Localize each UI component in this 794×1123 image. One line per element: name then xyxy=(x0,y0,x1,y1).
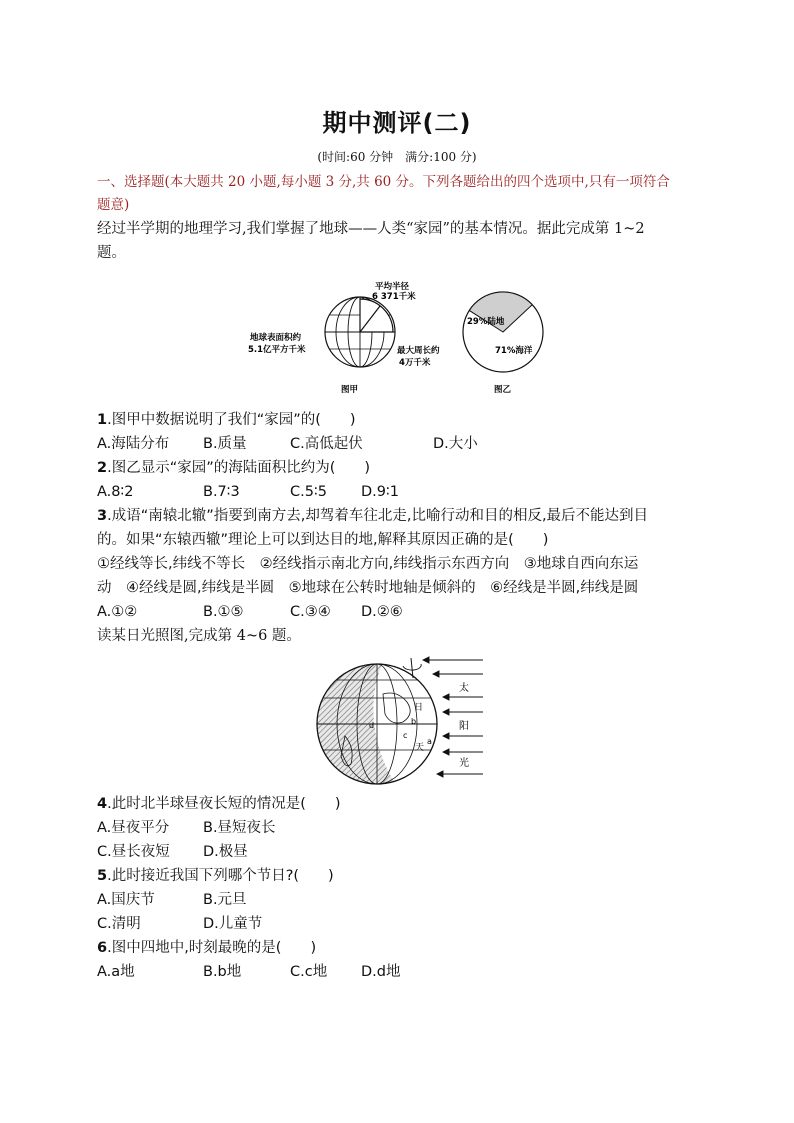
point-b-label: b xyxy=(411,717,417,726)
question-1-options xyxy=(97,432,707,456)
question-text: .此时接近我国下列哪个节日?( ) xyxy=(107,868,334,884)
question-group-1-3 xyxy=(97,408,707,624)
sunlight-label-yang: 阳 xyxy=(459,721,469,732)
question-number: 1 xyxy=(97,412,108,428)
question-2-stem xyxy=(97,456,707,480)
intro-line: 经过半学期的地理学习,我们掌握了地球——人类“家园”的基本情况。据此完成第 1~2 xyxy=(97,221,645,237)
intro-q1-2 xyxy=(97,217,697,265)
option-c: C.高低起伏 xyxy=(290,436,363,452)
option-d: D.极昼 xyxy=(203,844,248,860)
question-6-options xyxy=(97,960,707,984)
section-heading-line: 题意) xyxy=(97,197,130,213)
option-c: C.③④ xyxy=(290,604,331,620)
sunlight-label-tai: 太 xyxy=(459,683,469,694)
question-3-options xyxy=(97,600,707,624)
question-group-4-6 xyxy=(97,792,707,984)
question-3-stem xyxy=(97,504,707,528)
question-number: 4 xyxy=(97,796,108,812)
map-label-ri: 日 xyxy=(414,703,424,713)
pie-land-label: 29%陆地 xyxy=(467,317,505,327)
radius-value: 6 371千米 xyxy=(372,292,416,302)
option-a: A.①② xyxy=(97,604,138,620)
question-4-stem xyxy=(97,792,707,816)
option-d: D.大小 xyxy=(433,436,478,452)
land-ocean-pie xyxy=(463,292,543,372)
question-text: .图甲中数据说明了我们“家园”的( ) xyxy=(107,412,356,428)
exam-info: (时间:60 分钟 满分:100 分) xyxy=(317,150,477,164)
option-a: A.a地 xyxy=(97,964,135,980)
question-4-options xyxy=(97,816,707,840)
point-a-label: a xyxy=(427,737,432,746)
question-3-stem: 的。如果“东辕西辙”理论上可以到达目的地,解释其原因正确的是( ) xyxy=(97,532,549,548)
option-d: D.②⑥ xyxy=(361,604,403,620)
perimeter-label: 最大周长约 xyxy=(397,346,440,356)
option-b: B.7∶3 xyxy=(203,484,240,500)
section-heading xyxy=(97,171,697,217)
option-d: D.d地 xyxy=(361,964,401,980)
sunlight-label-guang: 光 xyxy=(459,758,469,769)
intro-line: 题。 xyxy=(97,245,126,261)
pie-ocean-label: 71%海洋 xyxy=(495,346,533,356)
option-a: A.国庆节 xyxy=(97,892,155,908)
question-4-options xyxy=(97,840,707,864)
question-2-options xyxy=(97,480,707,504)
question-3-statements: 动 ④经线是圆,纬线是半圆 ⑤地球在公转时地轴是倾斜的 ⑥经线是半圆,纬线是圆 xyxy=(97,580,639,596)
question-5-options xyxy=(97,888,707,912)
option-d: D.9∶1 xyxy=(361,484,399,500)
section-heading-line: 一、选择题(本大题共 20 小题,每小题 3 分,共 60 分。下列各题给出的四个选项中,只有一项符合 xyxy=(97,174,670,190)
question-6-stem xyxy=(97,936,707,960)
question-1-stem xyxy=(97,408,707,432)
figure-earth-data xyxy=(240,272,560,402)
question-text: .图乙显示“家园”的海陆面积比约为( ) xyxy=(107,460,371,476)
option-c: C.昼长夜短 xyxy=(97,844,170,860)
option-d: D.儿童节 xyxy=(203,916,263,932)
figure-caption-left: 图甲 xyxy=(341,385,359,395)
option-c: C.c地 xyxy=(290,964,328,980)
area-label: 地球表面积约 xyxy=(250,333,302,343)
point-d-label: d xyxy=(369,721,375,730)
area-value: 5.1亿平方千米 xyxy=(248,345,306,355)
question-5-options xyxy=(97,912,707,936)
page-title: 期中测评(二) xyxy=(322,109,472,137)
option-c: C.清明 xyxy=(97,916,141,932)
radius-label: 平均半径 xyxy=(375,282,410,292)
intro-q4-6: 读某日光照图,完成第 4~6 题。 xyxy=(97,628,301,644)
question-number: 6 xyxy=(97,940,108,956)
question-text: .图中四地中,时刻最晚的是( ) xyxy=(107,940,317,956)
option-c: C.5∶5 xyxy=(290,484,327,500)
option-b: B.昼短夜长 xyxy=(203,820,276,836)
figure-caption-right: 图乙 xyxy=(494,385,512,395)
question-5-stem xyxy=(97,864,707,888)
option-b: B.①⑤ xyxy=(203,604,244,620)
option-b: B.b地 xyxy=(203,964,242,980)
point-c-label: c xyxy=(403,731,408,740)
map-label-tian: 天 xyxy=(415,743,425,753)
option-a: A.昼夜平分 xyxy=(97,820,170,836)
perimeter-value: 4万千米 xyxy=(399,358,431,368)
question-number: 3 xyxy=(97,508,108,524)
option-a: A.海陆分布 xyxy=(97,436,170,452)
question-text: .成语“南辕北辙”指要到南方去,却驾着车往北走,比喻行动和目的相反,最后不能达到目 xyxy=(107,508,649,524)
question-3-statements: ①经线等长,纬线不等长 ②经线指示南北方向,纬线指示东西方向 ③地球自西向东运 xyxy=(97,556,639,572)
globe-diagram xyxy=(325,297,395,367)
option-a: A.8∶2 xyxy=(97,484,134,500)
option-b: B.元旦 xyxy=(203,892,247,908)
question-number: 2 xyxy=(97,460,108,476)
question-number: 5 xyxy=(97,868,108,884)
option-b: B.质量 xyxy=(203,436,247,452)
question-text: .此时北半球昼夜长短的情况是( ) xyxy=(107,796,341,812)
figure-illumination-map xyxy=(315,652,485,792)
